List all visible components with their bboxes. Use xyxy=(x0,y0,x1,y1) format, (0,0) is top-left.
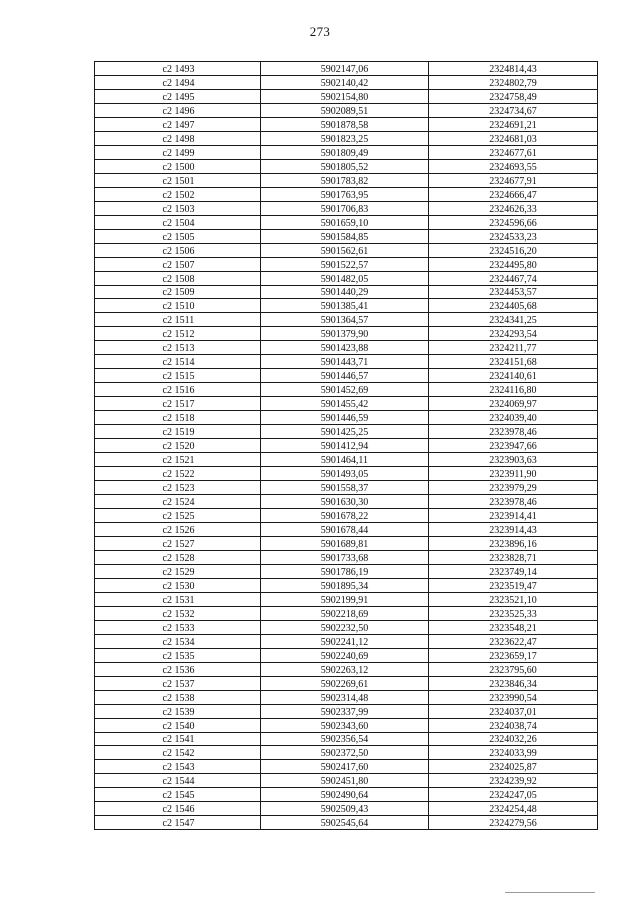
x-coordinate-cell: 5901379,90 xyxy=(261,327,429,341)
point-id-cell: с2 1512 xyxy=(95,327,261,341)
point-id-cell: с2 1513 xyxy=(95,341,261,355)
y-coordinate-cell: 2324734,67 xyxy=(429,103,598,117)
x-coordinate-cell: 5901364,57 xyxy=(261,313,429,327)
point-id-cell: с2 1495 xyxy=(95,89,261,103)
point-id-cell: с2 1544 xyxy=(95,774,261,788)
x-coordinate-cell: 5901446,57 xyxy=(261,369,429,383)
x-coordinate-cell: 5902154,80 xyxy=(261,89,429,103)
table-row xyxy=(95,550,598,564)
table-row xyxy=(95,229,598,243)
y-coordinate-cell: 2323914,43 xyxy=(429,522,598,536)
x-coordinate-cell: 5901895,34 xyxy=(261,578,429,592)
table-row xyxy=(95,369,598,383)
y-coordinate-cell: 2324033,99 xyxy=(429,746,598,760)
y-coordinate-cell: 2323903,63 xyxy=(429,453,598,467)
y-coordinate-cell: 2323914,41 xyxy=(429,509,598,523)
table-row xyxy=(95,620,598,634)
x-coordinate-cell: 5902147,06 xyxy=(261,62,429,76)
x-coordinate-cell: 5901455,42 xyxy=(261,397,429,411)
y-coordinate-cell: 2324032,26 xyxy=(429,732,598,746)
x-coordinate-cell: 5902199,91 xyxy=(261,592,429,606)
x-coordinate-cell: 5902240,69 xyxy=(261,648,429,662)
table-row xyxy=(95,285,598,299)
table-row xyxy=(95,774,598,788)
y-coordinate-cell: 2323978,46 xyxy=(429,425,598,439)
table-row xyxy=(95,634,598,648)
page-number: 273 xyxy=(309,24,331,39)
table-row xyxy=(95,75,598,89)
point-id-cell: с2 1539 xyxy=(95,704,261,718)
y-coordinate-cell: 2324814,43 xyxy=(429,62,598,76)
x-coordinate-cell: 5901678,22 xyxy=(261,509,429,523)
point-id-cell: с2 1508 xyxy=(95,271,261,285)
y-coordinate-cell: 2323828,71 xyxy=(429,550,598,564)
x-coordinate-cell: 5902263,12 xyxy=(261,662,429,676)
x-coordinate-cell: 5902343,60 xyxy=(261,718,429,732)
y-coordinate-cell: 2324151,68 xyxy=(429,355,598,369)
table-row xyxy=(95,564,598,578)
table-row xyxy=(95,536,598,550)
y-coordinate-cell: 2324025,87 xyxy=(429,760,598,774)
table-row xyxy=(95,299,598,313)
table-row xyxy=(95,131,598,145)
x-coordinate-cell: 5901706,83 xyxy=(261,201,429,215)
x-coordinate-cell: 5901464,11 xyxy=(261,453,429,467)
y-coordinate-cell: 2324626,33 xyxy=(429,201,598,215)
point-id-cell: с2 1538 xyxy=(95,690,261,704)
table-row xyxy=(95,509,598,523)
point-id-cell: с2 1511 xyxy=(95,313,261,327)
table-row xyxy=(95,592,598,606)
x-coordinate-cell: 5901809,49 xyxy=(261,145,429,159)
y-coordinate-cell: 2324341,25 xyxy=(429,313,598,327)
x-coordinate-cell: 5901425,25 xyxy=(261,425,429,439)
point-id-cell: с2 1527 xyxy=(95,536,261,550)
point-id-cell: с2 1540 xyxy=(95,718,261,732)
table-row xyxy=(95,788,598,802)
y-coordinate-cell: 2323846,34 xyxy=(429,676,598,690)
table-row xyxy=(95,690,598,704)
y-coordinate-cell: 2324758,49 xyxy=(429,89,598,103)
x-coordinate-cell: 5902337,99 xyxy=(261,704,429,718)
y-coordinate-cell: 2324039,40 xyxy=(429,411,598,425)
x-coordinate-cell: 5901689,81 xyxy=(261,536,429,550)
x-coordinate-cell: 5901440,29 xyxy=(261,285,429,299)
point-id-cell: с2 1497 xyxy=(95,117,261,131)
y-coordinate-cell: 2323659,17 xyxy=(429,648,598,662)
y-coordinate-cell: 2324666,47 xyxy=(429,187,598,201)
table-row xyxy=(95,243,598,257)
point-id-cell: с2 1500 xyxy=(95,159,261,173)
table-row xyxy=(95,578,598,592)
x-coordinate-cell: 5901630,30 xyxy=(261,495,429,509)
y-coordinate-cell: 2324405,68 xyxy=(429,299,598,313)
table-row xyxy=(95,662,598,676)
point-id-cell: с2 1520 xyxy=(95,439,261,453)
x-coordinate-cell: 5901878,58 xyxy=(261,117,429,131)
point-id-cell: с2 1547 xyxy=(95,816,261,830)
point-id-cell: с2 1498 xyxy=(95,131,261,145)
point-id-cell: с2 1543 xyxy=(95,760,261,774)
point-id-cell: с2 1510 xyxy=(95,299,261,313)
table-row xyxy=(95,201,598,215)
point-id-cell: с2 1541 xyxy=(95,732,261,746)
point-id-cell: с2 1494 xyxy=(95,75,261,89)
y-coordinate-cell: 2324693,55 xyxy=(429,159,598,173)
x-coordinate-cell: 5901733,68 xyxy=(261,550,429,564)
x-coordinate-cell: 5902269,61 xyxy=(261,676,429,690)
table-row xyxy=(95,718,598,732)
table-row xyxy=(95,481,598,495)
point-id-cell: с2 1526 xyxy=(95,522,261,536)
coordinates-table xyxy=(94,61,598,830)
point-id-cell: с2 1502 xyxy=(95,187,261,201)
y-coordinate-cell: 2324239,92 xyxy=(429,774,598,788)
x-coordinate-cell: 5901763,95 xyxy=(261,187,429,201)
point-id-cell: с2 1534 xyxy=(95,634,261,648)
table-row xyxy=(95,606,598,620)
point-id-cell: с2 1530 xyxy=(95,578,261,592)
table-row xyxy=(95,760,598,774)
point-id-cell: с2 1545 xyxy=(95,788,261,802)
x-coordinate-cell: 5901558,37 xyxy=(261,481,429,495)
point-id-cell: с2 1522 xyxy=(95,467,261,481)
coordinates-table-body xyxy=(95,62,598,830)
table-row xyxy=(95,341,598,355)
x-coordinate-cell: 5901446,59 xyxy=(261,411,429,425)
x-coordinate-cell: 5902545,64 xyxy=(261,816,429,830)
x-coordinate-cell: 5901522,57 xyxy=(261,257,429,271)
y-coordinate-cell: 2324211,77 xyxy=(429,341,598,355)
point-id-cell: с2 1507 xyxy=(95,257,261,271)
x-coordinate-cell: 5901659,10 xyxy=(261,215,429,229)
table-row xyxy=(95,117,598,131)
table-row xyxy=(95,173,598,187)
y-coordinate-cell: 2324293,54 xyxy=(429,327,598,341)
x-coordinate-cell: 5902232,50 xyxy=(261,620,429,634)
table-row xyxy=(95,383,598,397)
x-coordinate-cell: 5902356,54 xyxy=(261,732,429,746)
y-coordinate-cell: 2323795,60 xyxy=(429,662,598,676)
y-coordinate-cell: 2324802,79 xyxy=(429,75,598,89)
point-id-cell: с2 1523 xyxy=(95,481,261,495)
point-id-cell: с2 1536 xyxy=(95,662,261,676)
x-coordinate-cell: 5901562,61 xyxy=(261,243,429,257)
table-row xyxy=(95,676,598,690)
y-coordinate-cell: 2324533,23 xyxy=(429,229,598,243)
table-row xyxy=(95,271,598,285)
table-row xyxy=(95,89,598,103)
x-coordinate-cell: 5901786,19 xyxy=(261,564,429,578)
table-row xyxy=(95,648,598,662)
x-coordinate-cell: 5901443,71 xyxy=(261,355,429,369)
y-coordinate-cell: 2324495,80 xyxy=(429,257,598,271)
x-coordinate-cell: 5901385,41 xyxy=(261,299,429,313)
y-coordinate-cell: 2324247,05 xyxy=(429,788,598,802)
table-row xyxy=(95,145,598,159)
table-row xyxy=(95,453,598,467)
y-coordinate-cell: 2324467,74 xyxy=(429,271,598,285)
table-row xyxy=(95,327,598,341)
x-coordinate-cell: 5902451,80 xyxy=(261,774,429,788)
y-coordinate-cell: 2324069,97 xyxy=(429,397,598,411)
point-id-cell: с2 1546 xyxy=(95,802,261,816)
table-row xyxy=(95,746,598,760)
x-coordinate-cell: 5902241,12 xyxy=(261,634,429,648)
x-coordinate-cell: 5902218,69 xyxy=(261,606,429,620)
x-coordinate-cell: 5902490,64 xyxy=(261,788,429,802)
table-row xyxy=(95,187,598,201)
point-id-cell: с2 1503 xyxy=(95,201,261,215)
point-id-cell: с2 1519 xyxy=(95,425,261,439)
point-id-cell: с2 1531 xyxy=(95,592,261,606)
x-coordinate-cell: 5901783,82 xyxy=(261,173,429,187)
x-coordinate-cell: 5901412,94 xyxy=(261,439,429,453)
table-row xyxy=(95,522,598,536)
table-row xyxy=(95,704,598,718)
y-coordinate-cell: 2324596,66 xyxy=(429,215,598,229)
table-row xyxy=(95,313,598,327)
y-coordinate-cell: 2324279,56 xyxy=(429,816,598,830)
point-id-cell: с2 1499 xyxy=(95,145,261,159)
table-row xyxy=(95,215,598,229)
x-coordinate-cell: 5901493,05 xyxy=(261,467,429,481)
x-coordinate-cell: 5901584,85 xyxy=(261,229,429,243)
y-coordinate-cell: 2323519,47 xyxy=(429,578,598,592)
y-coordinate-cell: 2324677,61 xyxy=(429,145,598,159)
point-id-cell: с2 1506 xyxy=(95,243,261,257)
table-row xyxy=(95,495,598,509)
point-id-cell: с2 1529 xyxy=(95,564,261,578)
table-row xyxy=(95,397,598,411)
x-coordinate-cell: 5901805,52 xyxy=(261,159,429,173)
point-id-cell: с2 1521 xyxy=(95,453,261,467)
x-coordinate-cell: 5902372,50 xyxy=(261,746,429,760)
point-id-cell: с2 1493 xyxy=(95,62,261,76)
table-row xyxy=(95,159,598,173)
y-coordinate-cell: 2323978,46 xyxy=(429,495,598,509)
y-coordinate-cell: 2324691,21 xyxy=(429,117,598,131)
y-coordinate-cell: 2324516,20 xyxy=(429,243,598,257)
x-coordinate-cell: 5901452,69 xyxy=(261,383,429,397)
point-id-cell: с2 1501 xyxy=(95,173,261,187)
point-id-cell: с2 1505 xyxy=(95,229,261,243)
y-coordinate-cell: 2323990,54 xyxy=(429,690,598,704)
point-id-cell: с2 1518 xyxy=(95,411,261,425)
x-coordinate-cell: 5902314,48 xyxy=(261,690,429,704)
point-id-cell: с2 1509 xyxy=(95,285,261,299)
y-coordinate-cell: 2324254,48 xyxy=(429,802,598,816)
point-id-cell: с2 1532 xyxy=(95,606,261,620)
table-row xyxy=(95,439,598,453)
x-coordinate-cell: 5902089,51 xyxy=(261,103,429,117)
y-coordinate-cell: 2324140,61 xyxy=(429,369,598,383)
y-coordinate-cell: 2323979,29 xyxy=(429,481,598,495)
point-id-cell: с2 1542 xyxy=(95,746,261,760)
y-coordinate-cell: 2323521,10 xyxy=(429,592,598,606)
y-coordinate-cell: 2323911,90 xyxy=(429,467,598,481)
x-coordinate-cell: 5902140,42 xyxy=(261,75,429,89)
y-coordinate-cell: 2323622,47 xyxy=(429,634,598,648)
point-id-cell: с2 1504 xyxy=(95,215,261,229)
table-row xyxy=(95,816,598,830)
point-id-cell: с2 1516 xyxy=(95,383,261,397)
y-coordinate-cell: 2323749,14 xyxy=(429,564,598,578)
point-id-cell: с2 1528 xyxy=(95,550,261,564)
point-id-cell: с2 1537 xyxy=(95,676,261,690)
y-coordinate-cell: 2323947,66 xyxy=(429,439,598,453)
x-coordinate-cell: 5902417,60 xyxy=(261,760,429,774)
point-id-cell: с2 1535 xyxy=(95,648,261,662)
y-coordinate-cell: 2323896,16 xyxy=(429,536,598,550)
table-row xyxy=(95,62,598,76)
point-id-cell: с2 1517 xyxy=(95,397,261,411)
y-coordinate-cell: 2324038,74 xyxy=(429,718,598,732)
y-coordinate-cell: 2324677,91 xyxy=(429,173,598,187)
y-coordinate-cell: 2324453,57 xyxy=(429,285,598,299)
x-coordinate-cell: 5902509,43 xyxy=(261,802,429,816)
table-row xyxy=(95,467,598,481)
point-id-cell: с2 1533 xyxy=(95,620,261,634)
point-id-cell: с2 1525 xyxy=(95,509,261,523)
table-row xyxy=(95,732,598,746)
y-coordinate-cell: 2323525,33 xyxy=(429,606,598,620)
x-coordinate-cell: 5901482,05 xyxy=(261,271,429,285)
table-row xyxy=(95,355,598,369)
point-id-cell: с2 1496 xyxy=(95,103,261,117)
table-row xyxy=(95,425,598,439)
x-coordinate-cell: 5901823,25 xyxy=(261,131,429,145)
y-coordinate-cell: 2324116,80 xyxy=(429,383,598,397)
table-row xyxy=(95,103,598,117)
y-coordinate-cell: 2324037,01 xyxy=(429,704,598,718)
y-coordinate-cell: 2323548,21 xyxy=(429,620,598,634)
y-coordinate-cell: 2324681,03 xyxy=(429,131,598,145)
x-coordinate-cell: 5901423,88 xyxy=(261,341,429,355)
table-row xyxy=(95,802,598,816)
footer-line xyxy=(505,892,595,893)
table-row xyxy=(95,411,598,425)
table-row xyxy=(95,257,598,271)
x-coordinate-cell: 5901678,44 xyxy=(261,522,429,536)
point-id-cell: с2 1524 xyxy=(95,495,261,509)
point-id-cell: с2 1515 xyxy=(95,369,261,383)
point-id-cell: с2 1514 xyxy=(95,355,261,369)
